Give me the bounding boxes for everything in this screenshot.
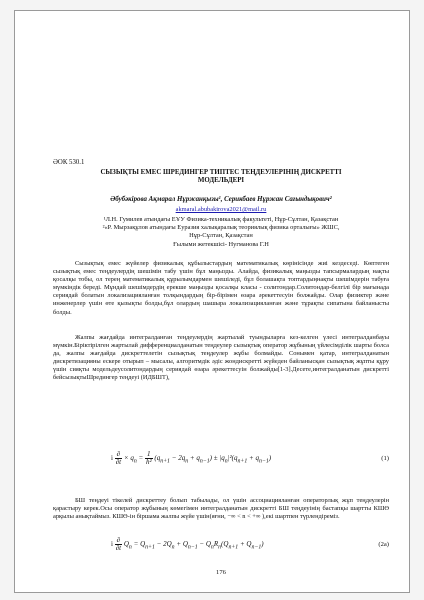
h-square-fraction: $\frac{1}{\text{h²}}$ [146,450,152,466]
partial-derivative-fraction: $\frac{\partial}{\partial t}$ [115,450,122,466]
equation-1 [53,449,389,471]
paragraph-intro: Сызықтық емес жүйелер физикалық құбылыстардың математикалық көрінісінде жиі кездеседі. Көптеген сызықтық емес теңдеулердің шешімін табу үшін бұл маңызды. Алайда, физикалық маңызды тапсырмалардың нақты қосалқы тобы, ол терең математикалық құрылымдармен шешіледі, бұл болашақта топтардыңнақты шешімдерін табуға мүмкіндік береді. Мұндай шешімдердің ерекше маңызды қосалқы класы - солитондар.Солитондар-белгілі бір мағынада сериядай болатын локализацияланған толқындардың бір-бірімен өзара әрекеттесуін болжайды. Олар физиктер және инженерлер үшін өте қызықты болды,бұл олардың шашыра локализацияланған және тұрақты сипатына байланысты болды. [53,260,389,316]
title-line-2: МОДЕЛЬДЕРІ [197,177,245,185]
page-number: 176 [216,569,226,576]
partial-derivative-fraction: $\frac{\partial}{\partial t}$ [115,536,122,552]
udc-code: ӘОК 530.1 [53,159,85,166]
affiliation-2: ²«Р. Мырзақұлов атындағы Еуразия халықаралық теориялық физика орталығы» ЖШС, [102,224,340,231]
affiliation-1: ¹Л.Н. Гумилев атындағы ЕҰУ Физика-техникалық факультеті, Нұр-Сұлтан, Қазақстан [103,216,339,223]
title-line-1: СЫЗЫҚТЫ ЕМЕС ШРЕДИНГЕР ТИПТЕС ТЕҢДЕУЛЕРІНІҢ ДИСКРЕТТІ [100,169,342,176]
paper-title [53,169,389,186]
paragraph-integrability: Жалпы жағдайда интегралданған теңдеулердің жартылай туындыларға кез-келген үлесі интегралданбауы мүмкін.Біріктірілген жартылай дифференциалданатын теңдеулер сызықтық оператор жұбының үйлесімділік шарты болса да, жалпы жағдайда дискреттелетін сызықтық теңдеулер жұбы болмайды. Сонымен қатар, интегралданатын дискретизацияны ескере отырып – мысалы, алгоритмдік әдіс жондискретті жүйеден байланысқан сызықтық жұпты құру үшін сияқты модельдеусолитондардың сериядай өзара әрекеттесуін болжайды[1-3].Десете,интегралданатын дискретті бейсызықтыШредингер теңдеуі (ИДБШТ), [53,334,389,382]
paragraph-operator-pair: БШ теңдеуі тікелей дискреттеу болып табылады, ол үшін ассоциацияланған операторлық жұп теңдеулерін қарастыру керек.Осы оператор жұбының көмегімен интегралданатын дискретті БШ теңдеуінің бастапқы шартты КШӨ арқылы анықтаймыз. КШӨ-ін біршама жалпы жүйе үшін(яғни, −∞ < n < +∞ ),екі шартпен түрлендіреміз. [53,497,389,521]
author-list: Әбубәкірова Ақмарал Нұржанқызы¹, Серикбаев Нұржан Сағындықович² [110,196,332,203]
equation-2a-formula: i $\frac{\partial}{\partial t}$ $Q_n = Q_{n+1} - 2Q_n + Q_{n-1} - Q_nR_n(Q_{n+1} + Q_{n-1})$ [111,536,264,552]
author-email-link[interactable]: akmaral.abubakirova2021@mail.ru [175,206,267,213]
equation-2a [53,535,389,557]
scientific-supervisor: Ғылыми жетекшісі- Нугманова Г.Н [173,241,269,248]
equation-1-number: (1) [381,455,389,462]
affiliation-2-city: Нұр-Сұлтан, Қазақстан [189,232,253,239]
document-page [14,10,410,593]
equation-1-formula: i $\frac{\partial}{\partial t}$ × $q_n$ = $\frac{1}{\text{h²}}$ $(q_{n+1} - 2q_n + q_{n-1}) \pm |q_n|^2(q_{n+1} + q_{n-1})$ [111,450,272,466]
equation-2a-number: (2a) [378,541,389,548]
